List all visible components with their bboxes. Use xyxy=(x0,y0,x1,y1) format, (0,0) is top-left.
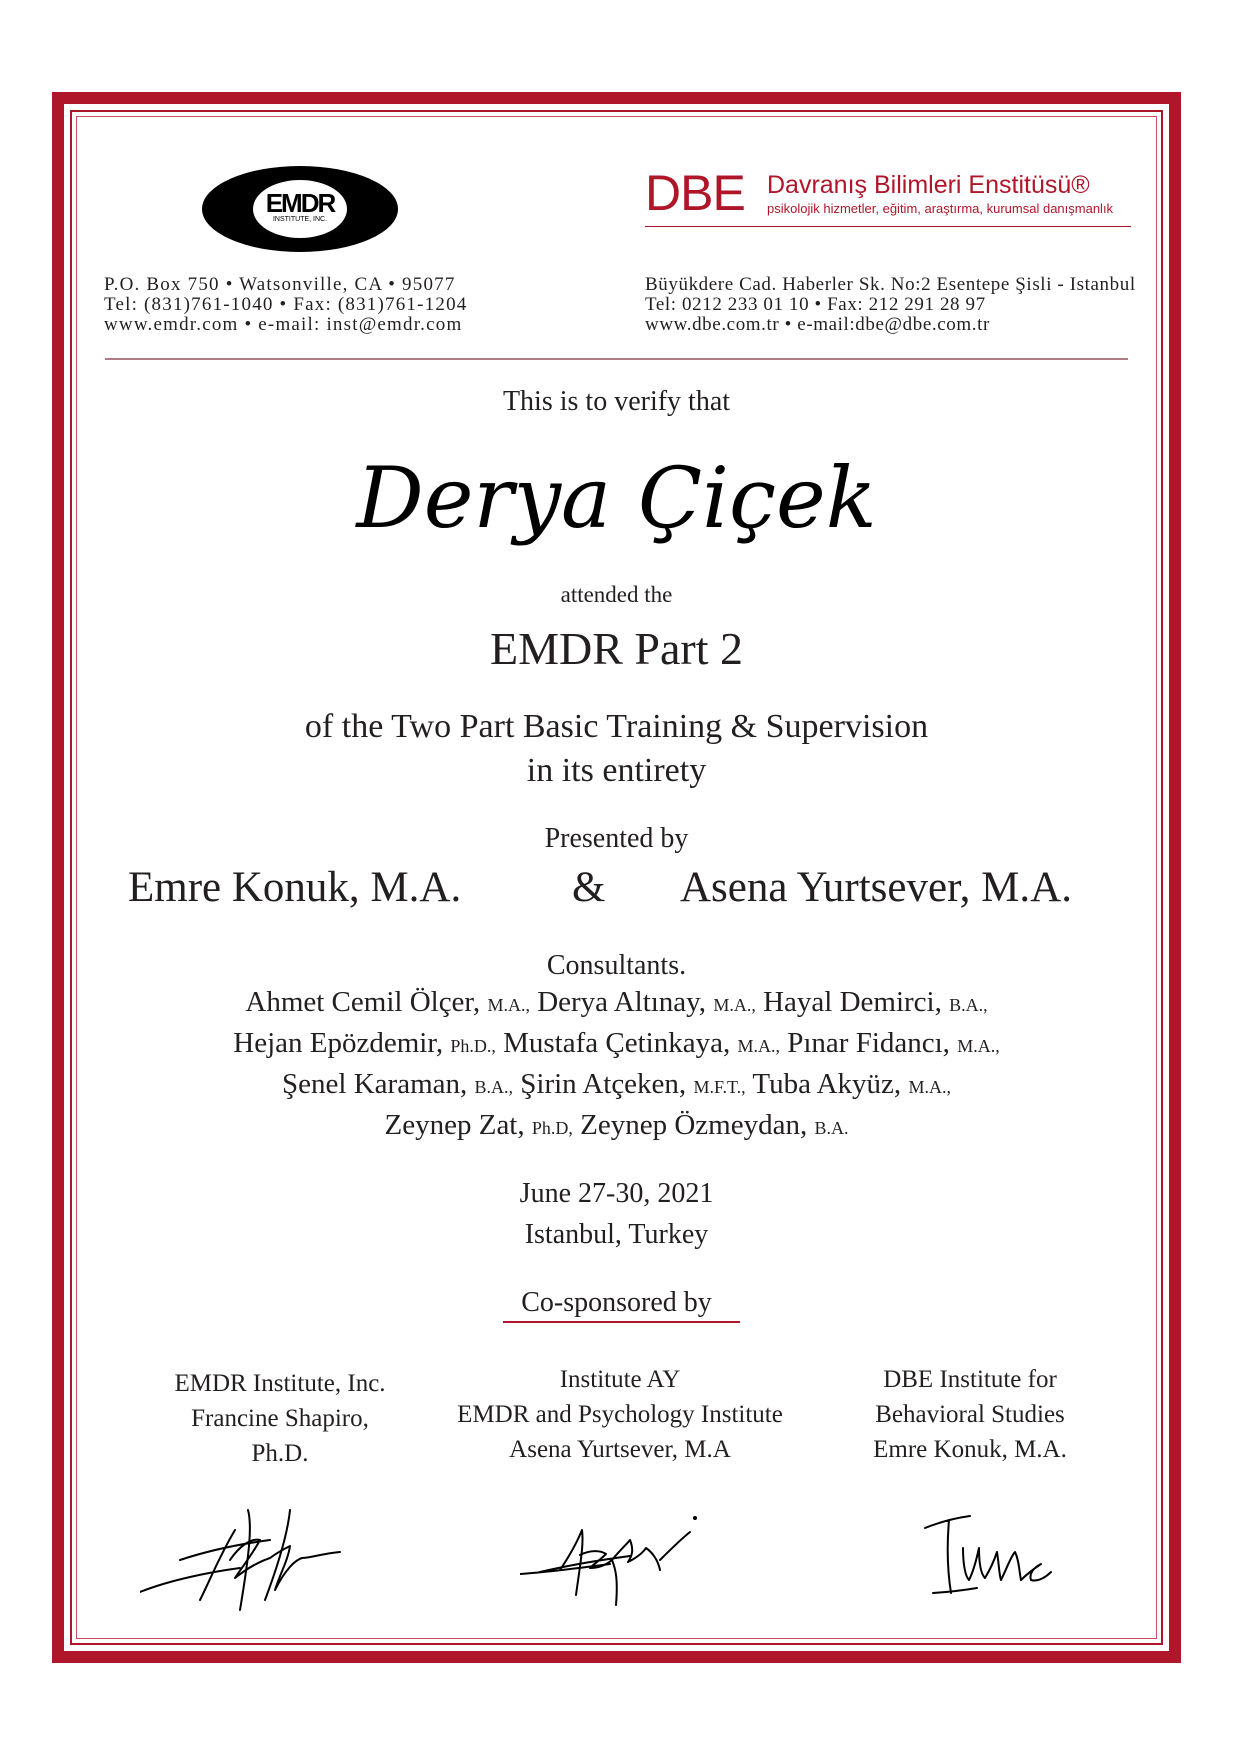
sponsor-line: Behavioral Studies xyxy=(875,1401,1065,1428)
consultant-degree: B.A., xyxy=(474,1077,514,1097)
event-location: Istanbul, Turkey xyxy=(524,1219,709,1250)
sponsor-line: DBE Institute for xyxy=(883,1366,1057,1393)
dbe-address-line-2: Tel: 0212 233 01 10 • Fax: 212 291 28 97 xyxy=(645,294,986,315)
header-divider xyxy=(105,358,1128,360)
presenter-2: Asena Yurtsever, M.A. xyxy=(680,864,1072,911)
sponsor-line: EMDR and Psychology Institute xyxy=(457,1401,783,1428)
verify-text: This is to verify that xyxy=(502,386,731,417)
sponsor-line: Ph.D. xyxy=(251,1440,309,1467)
sponsor-line: Francine Shapiro, xyxy=(191,1405,369,1432)
consultant-degree: M.A., xyxy=(908,1077,951,1097)
consultant-degree: M.A., xyxy=(957,1036,1000,1056)
attended-text: attended the xyxy=(560,582,673,607)
cosponsored-underline xyxy=(503,1321,740,1323)
emdr-address-line-3: www.emdr.com • e-mail: inst@emdr.com xyxy=(104,314,463,335)
consultant-name: Hejan Epözdemir, xyxy=(233,1027,451,1059)
sponsor-line: Emre Konuk, M.A. xyxy=(873,1436,1067,1463)
consultant-degree: M.A., xyxy=(713,995,756,1015)
consultant-degree: M.A., xyxy=(737,1036,780,1056)
dbe-address-block xyxy=(645,275,1136,335)
consultants-line xyxy=(76,1106,1157,1147)
dbe-logo-mark: DBE xyxy=(645,165,745,221)
consultant-degree: M.A., xyxy=(487,995,530,1015)
consultant-name: Şirin Atçeken, xyxy=(513,1068,694,1100)
consultant-name: Mustafa Çetinkaya, xyxy=(495,1027,738,1059)
dbe-logo-rule xyxy=(645,226,1131,227)
consultant-name: Hayal Demirci, xyxy=(755,986,950,1018)
course-description-line-1: of the Two Part Basic Training & Supervision xyxy=(304,708,929,745)
consultant-name: Zeynep Zat, xyxy=(384,1109,532,1141)
emdr-address-block xyxy=(104,275,467,335)
consultants-line xyxy=(76,1065,1157,1106)
consultant-degree: Ph.D., xyxy=(450,1036,496,1056)
presenter-ampersand: & xyxy=(572,864,606,911)
signature-asena-yurtsever xyxy=(520,1510,720,1620)
consultant-degree: M.F.T., xyxy=(693,1077,746,1097)
consultants-line xyxy=(76,983,1157,1024)
dbe-address-line-1: Büyükdere Cad. Haberler Sk. No:2 Esentepe Şisli - Istanbul xyxy=(645,274,1136,295)
dbe-logo-name: Davranış Bilimleri Enstitüsü® xyxy=(767,171,1090,199)
dbe-address-line-3: www.dbe.com.tr • e-mail:dbe@dbe.com.tr xyxy=(645,314,990,335)
sponsor-dbe-institute xyxy=(820,1362,1120,1467)
dbe-logo-tagline: psikolojik hizmetler, eğitim, araştırma, kurumsal danışmanlık xyxy=(767,201,1114,216)
consultants-list xyxy=(76,983,1157,1147)
event-date: June 27-30, 2021 xyxy=(519,1178,714,1209)
consultant-name: Tuba Akyüz, xyxy=(745,1068,909,1100)
consultants-label: Consultants. xyxy=(546,950,687,981)
emdr-address-line-2: Tel: (831)761-1040 • Fax: (831)761-1204 xyxy=(104,294,468,315)
emdr-logo-subtext: INSTITUTE, INC. xyxy=(272,216,328,223)
emdr-institute-logo xyxy=(202,166,398,252)
consultant-degree: B.A., xyxy=(949,995,988,1015)
sponsor-emdr-institute xyxy=(130,1366,430,1471)
consultant-degree: B.A. xyxy=(814,1118,849,1138)
consultant-name: Şenel Karaman, xyxy=(282,1068,475,1100)
emdr-address-line-1: P.O. Box 750 • Watsonville, CA • 95077 xyxy=(104,274,456,295)
cosponsored-label: Co-sponsored by xyxy=(521,1287,712,1318)
signature-francine-shapiro xyxy=(140,1500,350,1630)
recipient-name: Derya Çiçek xyxy=(356,449,877,547)
sponsor-line: EMDR Institute, Inc. xyxy=(174,1370,386,1397)
emdr-logo-text: EMDR xyxy=(265,188,335,218)
course-title: EMDR Part 2 xyxy=(490,623,743,674)
consultant-name: Zeynep Özmeydan, xyxy=(572,1109,815,1141)
presented-by-label: Presented by xyxy=(544,823,689,854)
sponsor-line: Institute AY xyxy=(559,1366,681,1393)
consultant-degree: Ph.D, xyxy=(531,1118,573,1138)
consultant-name: Pınar Fidancı, xyxy=(779,1027,958,1059)
consultant-name: Ahmet Cemil Ölçer, xyxy=(245,986,488,1018)
presenter-1: Emre Konuk, M.A. xyxy=(128,864,462,911)
sponsor-line: Asena Yurtsever, M.A xyxy=(509,1436,731,1463)
sponsor-institute-ay xyxy=(420,1362,820,1467)
signature-emre-konuk xyxy=(915,1508,1065,1608)
consultant-name: Derya Altınay, xyxy=(529,986,714,1018)
course-description-line-2: in its entirety xyxy=(526,752,707,789)
consultants-line xyxy=(76,1024,1157,1065)
